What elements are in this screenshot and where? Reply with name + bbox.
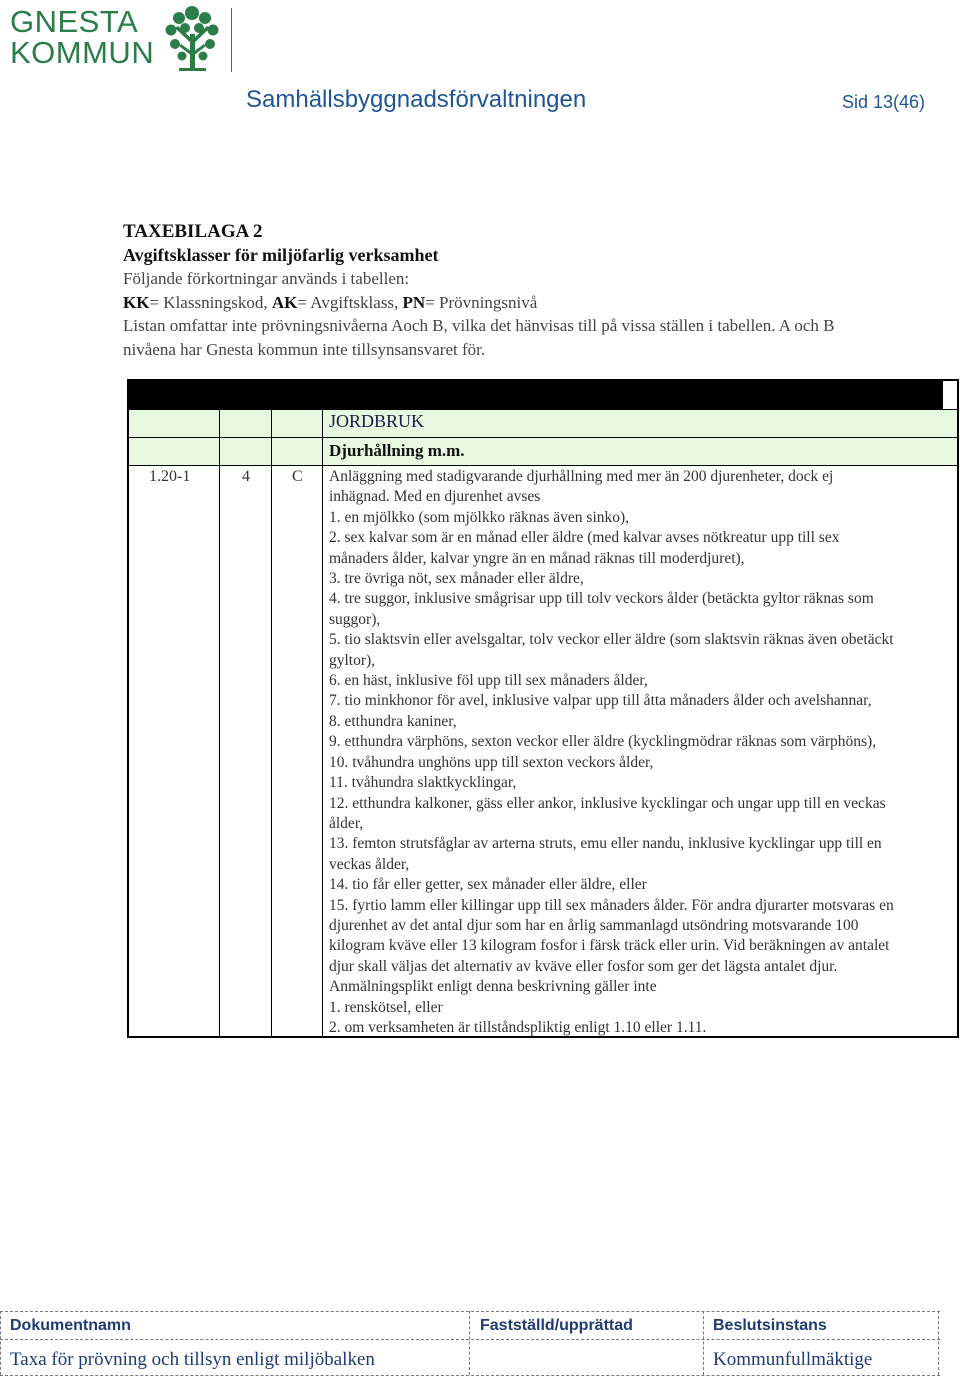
description-line: Anmälningsplikt enligt denna beskrivning gäller inte <box>329 978 657 996</box>
description-line: 14. tio får eller getter, sex månader eller äldre, eller <box>329 876 647 894</box>
description-line: ålder, <box>329 814 364 832</box>
footer-border <box>703 1311 704 1375</box>
ak-class: 4 <box>242 468 250 485</box>
description-line: djur skall väljas det alternativ av kväve eller fosfor som ger det lägsta antalet djur. <box>329 957 838 975</box>
description-line: 6. en häst, inklusive föl upp till sex månaders ålder, <box>329 672 648 690</box>
abbr-text: = Klassningskod, <box>149 292 272 312</box>
description-line: inhägnad. Med en djurenhet avses <box>329 488 541 506</box>
footer-value-document: Taxa för prövning och tillsyn enligt miljöbalken <box>10 1349 375 1370</box>
footer-border <box>0 1375 940 1376</box>
description-line: 5. tio slaktsvin eller avelsgaltar, tolv veckor eller äldre (som slaktsvin räknas även obetäckt <box>329 631 894 649</box>
subcategory-heading: Djurhållning m.m. <box>329 441 465 460</box>
footer-border <box>469 1311 470 1375</box>
column-divider <box>271 381 272 1036</box>
table-header-bar <box>129 381 943 409</box>
logo-text-line1: GNESTA <box>10 4 139 39</box>
description-line: kilogram kväve eller 13 kilogram fosfor i färsk träck eller urin. Vid beräkningen av antalet <box>329 937 890 955</box>
gnesta-logo <box>10 4 230 72</box>
description-line: 7. tio minkhonor för avel, inklusive valpar upp till åtta månaders ålder och avelshannar, <box>329 692 872 710</box>
abbreviation-list <box>123 291 923 315</box>
scope-note-cont: nivåena har Gnesta kommun inte tillsynsansvaret för. <box>123 339 486 359</box>
appendix-subtitle: Avgiftsklasser för miljöfarlig verksamhet <box>123 244 439 265</box>
description-line: gyltor), <box>329 651 376 669</box>
description-line: 4. tre suggor, inklusive smågrisar upp till tolv veckors ålder (betäckta gyltor räknas som <box>329 590 874 608</box>
abbr-key: AK <box>271 292 298 312</box>
abbr-text: = Prövningsnivå <box>425 292 538 312</box>
description-line: 12. etthundra kalkoner, gäss eller ankor, inklusive kycklingar och ungar upp till en veckas <box>329 794 886 812</box>
description-line: 2. om verksamheten är tillståndspliktig enligt 1.10 eller 1.11. <box>329 1018 707 1036</box>
column-divider <box>322 381 323 1036</box>
footer-border <box>938 1311 939 1375</box>
intro-section <box>123 220 923 361</box>
activity-description <box>329 467 941 1038</box>
description-line: 8. etthundra kaniner, <box>329 712 457 730</box>
row-divider <box>129 437 957 438</box>
document-footer <box>0 1311 940 1377</box>
description-line: suggor), <box>329 610 381 628</box>
row-divider <box>129 409 957 410</box>
kk-code: 1.20-1 <box>149 468 191 485</box>
description-line: Anläggning med stadigvarande djurhållning med mer än 200 djurenheter, dock ej <box>329 468 834 485</box>
scope-note: Listan omfattar inte prövningsnivåerna Aoch B, vilka det hänvisas till på vissa ställen i tabellen. A och B <box>123 316 835 335</box>
description-line: veckas ålder, <box>329 855 410 873</box>
department-title: Samhällsbyggnadsförvaltningen <box>246 86 587 113</box>
description-line: 9. etthundra värphöns, sexton veckor eller äldre (kycklingmödrar räknas som värphöns), <box>329 733 877 751</box>
description-line: djurenhet av det antal djur som har en årlig sammanlagd utsöndring motsvarande 100 <box>329 916 859 934</box>
logo-text-line2: KOMMUN <box>10 35 155 70</box>
footer-border <box>0 1311 940 1312</box>
category-heading: JORDBRUK <box>329 411 425 431</box>
abbr-key: PN <box>402 292 426 312</box>
description-line: 15. fyrtio lamm eller killingar upp till sex månaders ålder. För andra djurarter motsvaras en <box>329 896 894 914</box>
abbreviation-intro: Följande förkortningar används i tabellen: <box>123 269 410 288</box>
footer-label-authority: Beslutsinstans <box>713 1317 827 1334</box>
abbr-key: KK <box>123 292 150 312</box>
description-line: 1. renskötsel, eller <box>329 998 443 1016</box>
column-divider <box>219 381 220 1036</box>
abbr-text: = Avgiftsklass, <box>297 292 403 312</box>
row-divider <box>129 465 957 466</box>
description-line: 2. sex kalvar som är en månad eller äldre (med kalvar avses nötkreatur upp till sex <box>329 529 840 547</box>
footer-border <box>0 1311 1 1375</box>
logo-divider <box>231 8 232 72</box>
fee-class-table <box>127 379 959 1038</box>
description-line: 3. tre övriga nöt, sex månader eller äldre, <box>329 570 584 588</box>
footer-label-established: Fastställd/upprättad <box>480 1317 633 1334</box>
page-number: Sid 13(46) <box>841 92 925 112</box>
description-line: 11. tvåhundra slaktkycklingar, <box>329 774 517 792</box>
description-line: månaders ålder, kalvar yngre än en månad räknas till moderdjuret), <box>329 549 745 567</box>
description-line: 13. femton strutsfåglar av arterna struts, emu eller nandu, inklusive kycklingar upp till en <box>329 835 882 853</box>
tree-icon <box>165 4 220 72</box>
appendix-title: TAXEBILAGA 2 <box>123 221 263 242</box>
description-line: 1. en mjölkko (som mjölkko räknas även sinko), <box>329 508 630 526</box>
footer-border <box>0 1339 940 1340</box>
pn-level: C <box>292 468 303 485</box>
description-line: 10. tvåhundra unghöns upp till sexton veckors ålder, <box>329 753 654 771</box>
footer-value-authority: Kommunfullmäktige <box>713 1349 873 1370</box>
footer-label-document: Dokumentnamn <box>10 1317 131 1334</box>
